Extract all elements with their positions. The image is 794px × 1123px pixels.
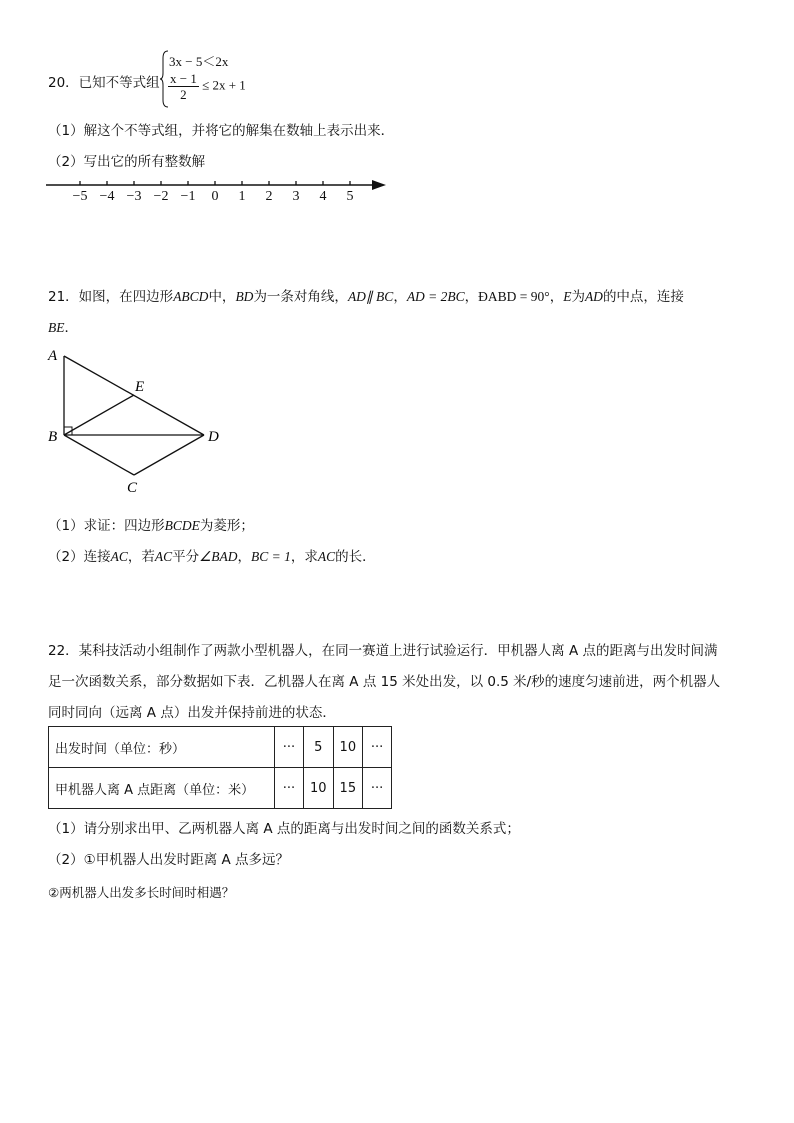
q21-text: ，若 — [127, 549, 155, 565]
q20-fraction — [168, 71, 199, 102]
axis-tick-label: 0 — [211, 189, 219, 204]
axis-tick-label: −3 — [126, 189, 142, 204]
fraction-denominator: 2 — [180, 87, 187, 102]
q21-ad: AD — [584, 289, 603, 304]
q21-angle: ∠BAD — [199, 549, 238, 564]
q20-ineq2-rhs: ≤ 2x + 1 — [202, 77, 246, 93]
fraction-numerator: x − 1 — [170, 71, 197, 86]
table-cell: ··· — [363, 768, 392, 809]
axis-tick-label: 1 — [238, 189, 246, 204]
q21-ac: AC — [110, 549, 128, 564]
q22-data-table — [48, 726, 392, 809]
q21-bd: BD — [235, 289, 254, 304]
q22-stem-line1: 22．某科技活动小组制作了两款小型机器人，在同一赛道上进行试验运行．甲机器人离 A 点的距离与出发时间满 — [48, 643, 718, 659]
label-b: B — [48, 429, 58, 445]
axis-tick-label: −4 — [99, 189, 115, 204]
arrow-icon — [372, 180, 386, 190]
q22-stem-line2: 足一次函数关系，部分数据如下表．乙机器人在离 A 点 15 米处出发，以 0.5 米/秒的速度匀速前进，两个机器人 — [48, 674, 721, 690]
table-cell: 5 — [304, 727, 334, 768]
q21-text: （1）求证：四边形 — [48, 518, 165, 534]
table-cell: ··· — [363, 727, 392, 768]
q21-e: E — [563, 289, 572, 304]
quadrilateral-figure — [40, 342, 280, 502]
q21-text: 为 — [571, 289, 585, 305]
q20-ineq1: 3x − 5＜2x — [169, 54, 229, 69]
q21-text: （2）连接 — [48, 549, 111, 565]
axis-tick-label: −5 — [72, 189, 88, 204]
q21-part2 — [48, 545, 376, 565]
table-cell: 10 — [304, 768, 334, 809]
q20-part1: （1）解这个不等式组，并将它的解集在数轴上表示出来． — [48, 123, 395, 139]
q22-part2: （2）①甲机器人出发时距离 A 点多远？ — [48, 852, 290, 868]
q22-part3: ②两机器人出发多长时间时相遇？ — [48, 885, 235, 900]
q21-text: 平分 — [172, 549, 200, 565]
q21-part1 — [48, 514, 254, 534]
q21-text: 中， — [208, 289, 236, 305]
q21-ac: AC — [154, 549, 173, 564]
table-row — [49, 768, 392, 809]
q21-cond-angle: ÐABD = 90° — [478, 289, 550, 304]
axis-tick-label: −2 — [153, 189, 169, 204]
q21-text: ， — [237, 549, 251, 565]
label-d: D — [208, 429, 219, 445]
q21-text: 为一条对角线， — [253, 289, 348, 305]
q21-text: ． — [64, 320, 78, 336]
label-c: C — [127, 480, 138, 496]
label-a: A — [48, 348, 58, 364]
q20-part2: （2）写出它的所有整数解 — [48, 154, 206, 170]
table-row-label: 甲机器人离 A 点距离（单位：米） — [49, 768, 275, 809]
q20-stem — [48, 71, 160, 91]
table-row — [49, 727, 392, 768]
q20-number: 20．已知不等式组 — [48, 75, 160, 91]
q21-ac: AC — [317, 549, 336, 564]
q21-bcde: BCDE — [164, 518, 200, 533]
axis-tick-label: 5 — [346, 189, 354, 204]
label-e: E — [135, 379, 145, 395]
q21-abcd: ABCD — [173, 289, 209, 304]
axis-tick-label: 2 — [265, 189, 273, 204]
table-cell: ··· — [275, 768, 304, 809]
table-cell: ··· — [275, 727, 304, 768]
q21-cond-parallel: AD∥ BC — [347, 289, 394, 304]
q21-text: 21．如图，在四边形 — [48, 289, 174, 305]
q22-stem-line3: 同时同向（远离 A 点）出发并保持前进的状态． — [48, 705, 336, 721]
q21-text: 为菱形； — [199, 518, 254, 534]
table-row-label: 出发时间（单位：秒） — [49, 727, 275, 768]
axis-tick-label: −1 — [180, 189, 196, 204]
table-cell: 10 — [333, 727, 363, 768]
table-cell: 15 — [333, 768, 363, 809]
q21-text: 的中点，连接 — [602, 289, 684, 305]
q21-stem-line1: 21．如图，在四边形ABCD中，BD为一条对角线，AD∥ BC，AD = 2BC，ÐABD = 90°，E为AD的中点，连接 — [48, 289, 684, 305]
q21-text: ，求 — [290, 549, 318, 565]
q21-bc: BC = 1 — [250, 549, 291, 564]
q22-part1: （1）请分别求出甲、乙两机器人离 A 点的距离与出发时间之间的函数关系式； — [48, 821, 520, 837]
q21-be: BE — [48, 320, 65, 335]
axis-tick-label: 3 — [292, 189, 300, 204]
q20-ineq2 — [168, 71, 246, 102]
q21-stem-line2 — [48, 316, 78, 336]
q21-text: 的长． — [335, 549, 376, 565]
q21-cond-length: AD = 2BC — [406, 289, 465, 304]
axis-tick-label: 4 — [319, 189, 327, 204]
